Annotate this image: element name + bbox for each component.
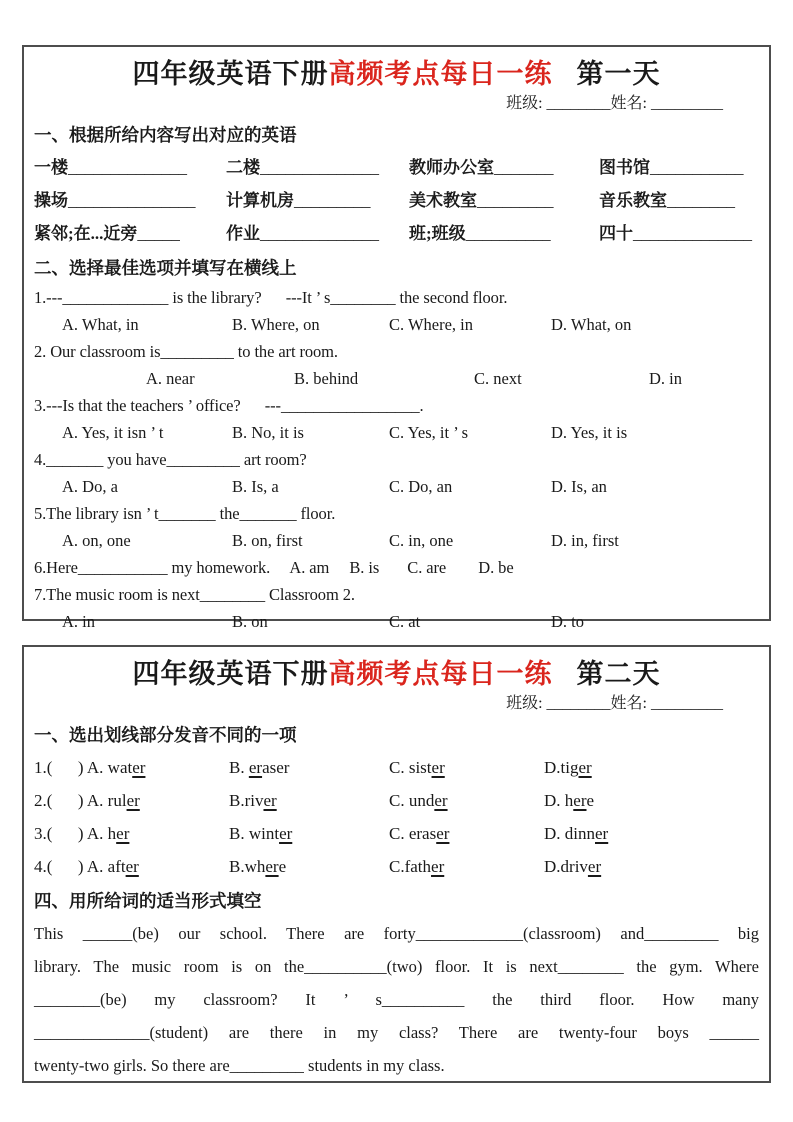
option-text: A. h <box>86 824 117 843</box>
underlined-letters: er <box>434 791 448 810</box>
question-stem: 6.Here___________ my homework. A. am B. is C. are D. be <box>34 558 514 577</box>
vocab-label: 一楼 <box>34 158 68 177</box>
vocab-item <box>599 217 759 250</box>
underlined-letters: er <box>126 791 140 810</box>
option-item: B. behind <box>294 369 359 388</box>
option-item: B. No, it is <box>232 423 304 442</box>
cloze-paragraph <box>34 917 759 1082</box>
options-row <box>34 608 759 635</box>
option-text: e <box>586 791 595 810</box>
option-item: C. Do, an <box>389 477 453 496</box>
paragraph-line: ______________(student) are there in my class? There are twenty-four boys ______ <box>34 1023 759 1042</box>
class-blank: ________ <box>546 95 611 112</box>
option-text: A. aft <box>86 857 126 876</box>
phonics-row <box>34 784 759 817</box>
worksheet-title-day2 <box>34 657 759 691</box>
phonics-option <box>229 850 389 883</box>
option-item: A. Yes, it isn ’ t <box>62 423 164 442</box>
option-text: A. wat <box>86 758 133 777</box>
option-item: C. Yes, it ’ s <box>389 423 469 442</box>
phonics-list <box>34 751 759 883</box>
underlined-letters: er <box>573 791 587 810</box>
underlined-letters: er <box>587 857 602 876</box>
title-highlight: 高频考点每日一练 <box>328 59 553 89</box>
section-heading-day2-phonics: 一、选出划线部分发音不同的一项 <box>34 725 297 745</box>
option-text: C. und <box>389 791 435 810</box>
vocab-blank: _____ <box>137 224 180 243</box>
phonics-row <box>34 850 759 883</box>
phonics-option <box>389 784 544 817</box>
title-highlight: 高频考点每日一练 <box>328 659 553 689</box>
paragraph-line: This ______(be) our school. There are forty_____________(classroom) and_________ big <box>34 924 759 943</box>
vocab-blank: ______________ <box>260 224 379 243</box>
name-blank: _________ <box>651 95 723 112</box>
section-heading-day2-cloze: 四、用所给词的适当形式填空 <box>34 891 262 911</box>
option-text: C. sist <box>389 758 432 777</box>
option-text: e <box>278 857 287 876</box>
options-row <box>34 365 759 392</box>
option-item: D. Is, an <box>551 477 607 496</box>
vocab-row <box>34 217 759 250</box>
class-label: 班级: <box>506 695 543 712</box>
title-day: 第一天 <box>576 59 661 89</box>
option-text: C. eras <box>389 824 437 843</box>
vocab-blank: _______ <box>494 158 554 177</box>
vocab-label: 紧邻;在...近旁 <box>34 224 138 243</box>
worksheet-day2 <box>22 645 771 1083</box>
phonics-row <box>34 817 759 850</box>
vocab-item <box>226 184 409 217</box>
vocab-blank: __________ <box>465 224 551 243</box>
question-stem: 1.---_____________ is the library? ---It ’ s________ the second floor. <box>34 288 508 307</box>
phonics-option <box>34 751 229 784</box>
class-blank: ________ <box>546 695 611 712</box>
vocab-item <box>34 184 226 217</box>
class-label: 班级: <box>506 95 543 112</box>
option-item: B. on, first <box>232 531 303 550</box>
vocab-grid <box>34 151 759 250</box>
title-course: 四年级英语下册 <box>132 659 329 689</box>
option-item: A. Do, a <box>62 477 118 496</box>
paragraph-line: twenty-two girls. So there are_________ students in my class. <box>34 1056 445 1075</box>
class-name-line-day1 <box>34 91 759 117</box>
underlined-letters: er <box>431 857 445 876</box>
option-item: A. on, one <box>62 531 131 550</box>
option-item: C. in, one <box>389 531 454 550</box>
option-text: B. wint <box>229 824 280 843</box>
option-item: B. Is, a <box>232 477 279 496</box>
vocab-blank: _________ <box>477 191 554 210</box>
vocab-label: 班;班级 <box>409 224 466 243</box>
option-text: B.riv <box>229 791 264 810</box>
option-item: B. Where, on <box>232 315 320 334</box>
vocab-label: 二楼 <box>226 158 260 177</box>
question-stem: 5.The library isn ’ t_______ the_______ floor. <box>34 504 336 523</box>
option-item: D. to <box>551 612 584 631</box>
vocab-label: 图书馆 <box>599 158 650 177</box>
underlined-letters: er <box>125 857 139 876</box>
option-item: D. Yes, it is <box>551 423 628 442</box>
question-stem: 3.---Is that the teachers ’ office? ---_________________. <box>34 396 424 415</box>
paragraph-line: library. The music room is on the__________(two) floor. It is next________ the gym. Where <box>34 957 759 976</box>
vocab-item <box>409 184 599 217</box>
phonics-option <box>389 751 544 784</box>
underlined-letters: er <box>436 824 450 843</box>
underlined-letters: er <box>595 824 609 843</box>
name-label: 姓名: <box>610 95 647 112</box>
phonics-option <box>544 784 759 817</box>
question-stem: 2. Our classroom is_________ to the art room. <box>34 342 338 361</box>
phonics-option <box>34 817 229 850</box>
vocab-blank: _______________ <box>68 191 196 210</box>
underlined-letters: er <box>279 824 293 843</box>
options-row <box>34 527 759 554</box>
option-text: C.fath <box>389 857 432 876</box>
option-item: B. on <box>232 612 268 631</box>
option-item: C. Where, in <box>389 315 474 334</box>
options-row <box>34 311 759 338</box>
question-stem: 4._______ you have_________ art room? <box>34 450 307 469</box>
question-list <box>34 284 759 635</box>
phonics-option <box>389 850 544 883</box>
phonics-option <box>544 817 759 850</box>
option-text: D.driv <box>544 857 588 876</box>
option-text: B.wh <box>229 857 266 876</box>
name-label: 姓名: <box>610 695 647 712</box>
section-heading-day1-choice: 二、选择最佳选项并填写在横线上 <box>34 258 297 278</box>
phonics-option <box>544 751 759 784</box>
vocab-item <box>34 151 226 184</box>
vocab-item <box>599 151 759 184</box>
options-row <box>34 419 759 446</box>
paragraph-line: ________(be) my classroom? It ’ s__________ the third floor. How many <box>34 990 759 1009</box>
phonics-option <box>544 850 759 883</box>
vocab-label: 作业 <box>226 224 260 243</box>
option-item: A. near <box>146 369 195 388</box>
option-item: D. What, on <box>551 315 632 334</box>
option-item: A. What, in <box>62 315 139 334</box>
vocab-blank: ______________ <box>633 224 752 243</box>
vocab-item <box>409 151 599 184</box>
title-day: 第二天 <box>576 659 661 689</box>
class-name-line-day2 <box>34 691 759 717</box>
underlined-letters: er <box>248 758 263 777</box>
phonics-option <box>34 850 229 883</box>
vocab-label: 计算机房 <box>226 191 294 210</box>
question-number: 2.( ) <box>34 791 87 810</box>
underlined-letters: er <box>578 758 592 777</box>
vocab-label: 操场 <box>34 191 68 210</box>
option-text: B. <box>229 758 249 777</box>
vocab-item <box>599 184 759 217</box>
vocab-item <box>409 217 599 250</box>
option-item: C. next <box>474 369 522 388</box>
phonics-option <box>389 817 544 850</box>
option-item: D. in, first <box>551 531 619 550</box>
option-text: D.tig <box>544 758 579 777</box>
question-stem: 7.The music room is next________ Classroom 2. <box>34 585 355 604</box>
phonics-option <box>229 784 389 817</box>
vocab-row <box>34 151 759 184</box>
underlined-letters: er <box>132 758 146 777</box>
phonics-option <box>34 784 229 817</box>
title-course: 四年级英语下册 <box>132 59 329 89</box>
vocab-blank: ________ <box>667 191 735 210</box>
question-number: 1.( ) <box>34 758 87 777</box>
option-text: D. h <box>544 791 574 810</box>
vocab-blank: ___________ <box>650 158 744 177</box>
phonics-option <box>229 751 389 784</box>
name-blank: _________ <box>651 695 723 712</box>
option-text: aser <box>262 758 290 777</box>
option-text: D. dinn <box>544 824 595 843</box>
question-number: 3.( ) <box>34 824 87 843</box>
vocab-item <box>34 217 226 250</box>
vocab-blank: ______________ <box>260 158 379 177</box>
option-text: A. rul <box>86 791 127 810</box>
phonics-row <box>34 751 759 784</box>
underlined-letters: er <box>263 791 277 810</box>
underlined-letters: er <box>116 824 130 843</box>
underlined-letters: er <box>265 857 279 876</box>
phonics-option <box>229 817 389 850</box>
underlined-letters: er <box>431 758 445 777</box>
vocab-item <box>226 151 409 184</box>
option-item: C. at <box>389 612 421 631</box>
section-heading-day1-vocab: 一、根据所给内容写出对应的英语 <box>34 125 297 145</box>
vocab-item <box>226 217 409 250</box>
worksheet-day1 <box>22 45 771 631</box>
option-item: D. in <box>649 369 682 388</box>
vocab-row <box>34 184 759 217</box>
vocab-blank: ______________ <box>68 158 187 177</box>
options-row <box>34 473 759 500</box>
vocab-blank: _________ <box>294 191 371 210</box>
vocab-label: 教师办公室 <box>409 158 494 177</box>
vocab-label: 四十 <box>599 224 633 243</box>
worksheet-title-day1 <box>34 57 759 91</box>
question-number: 4.( ) <box>34 857 87 876</box>
option-item: A. in <box>62 612 95 631</box>
vocab-label: 美术教室 <box>409 191 477 210</box>
vocab-label: 音乐教室 <box>599 191 667 210</box>
